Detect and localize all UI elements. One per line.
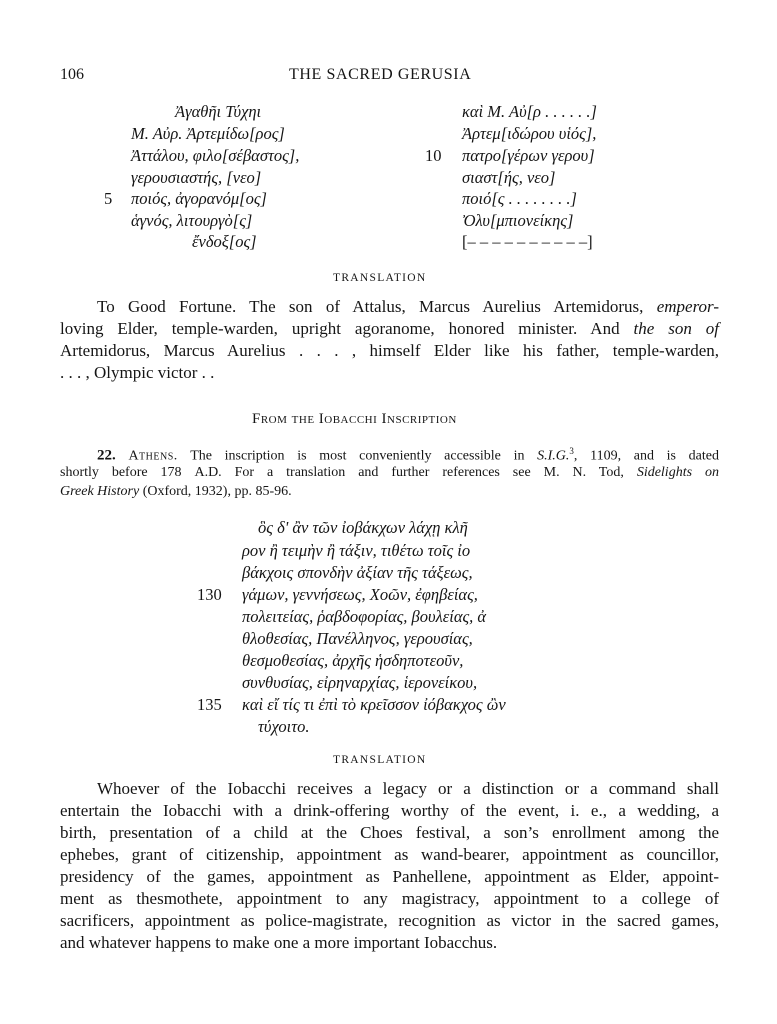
- translation-line: loving Elder, temple-warden, upright agoranome, honored minister. And the son of: [60, 319, 720, 338]
- translation-line: and whatever happens to make one a more important Iobacchus.: [60, 933, 498, 952]
- inscription-1-right-line: [– – – – – – – – – –]: [462, 232, 593, 251]
- inscription-1-right-line: πατρο[γέρων γερου]: [462, 146, 595, 165]
- entry-line: shortly before 178 A.D. For a translation and further references see M. N. Tod, Sidelights on: [60, 465, 719, 480]
- translation-heading: TRANSLATION: [333, 754, 427, 766]
- entry-place: Athens.: [128, 448, 178, 464]
- section-heading: From the Iobacchi Inscription: [252, 411, 457, 427]
- inscription-2-line: συνθυσίας, εἰρηναρχίας, ἱερονείκου,: [242, 673, 478, 692]
- inscription-1-left-line: Ἀττάλου, φιλο[σέβαστος],: [131, 146, 300, 165]
- translation-line: ment as thesmothete, appointment to any magistracy, appointment to a college of: [60, 889, 719, 908]
- entry-line: Greek History (Oxford, 1932), pp. 85-96.: [60, 484, 292, 499]
- inscription-1-left-line: ποιός, ἀγορανόμ[ος]: [131, 189, 267, 208]
- inscription-1-left-line: Ἀγαθῆι Τύχηι: [175, 102, 262, 121]
- translation-line: birth, presentation of a child at the Choes festival, a son’s enrollment among the: [60, 823, 719, 842]
- inscription-2-line: ὃς δ' ἂν τῶν ἰοβάκχων λάχῃ κλῆ: [258, 518, 468, 537]
- inscription-2-line: θλοθεσίας, Πανέλληνος, γερουσίας,: [242, 629, 473, 648]
- inscription-2-line: θεσμοθεσίας, ἀρχῆς ἡσδηποτεοῦν,: [242, 651, 464, 670]
- translation-line: Whoever of the Iobacchi receives a legacy or a distinction or a command shall: [97, 779, 719, 798]
- inscription-1-line-number: 5: [104, 189, 113, 208]
- inscription-2-line: βάκχοις σπονδὴν ἀξίαν τῆς τάξεως,: [242, 563, 473, 582]
- entry-line: 22. Athens. The inscription is most conveniently accessible in S.I.G.$^3$, 1109, and is dated: [97, 446, 719, 464]
- inscription-1-right-line: Ὀλυ[μπιονείκης]: [462, 211, 574, 230]
- inscription-1-left-line: ἔνδοξ[ος]: [192, 232, 257, 251]
- inscription-2-line-number: 130: [197, 585, 222, 604]
- translation-line: ephebes, grant of citizenship, appointment as wand-bearer, appointment as councillor,: [60, 845, 719, 864]
- inscription-1-left-line: ἁγνός, λιτουργὸ[ς]: [131, 211, 253, 230]
- inscription-1-left-line: Μ. Αὐρ. Ἀρτεμίδω[ρος]: [131, 124, 285, 143]
- entry-number: 22.: [97, 447, 116, 464]
- inscription-1-left-line: γερουσιαστής, [νεο]: [131, 168, 262, 187]
- inscription-2-line: γάμων, γεννήσεως, Χοῶν, ἐφηβείας,: [242, 585, 478, 604]
- translation-line: presidency of the games, appointment as Panhellene, appointment as Elder, appoint-: [60, 867, 719, 886]
- translation-line: Artemidorus, Marcus Aurelius . . . , himself Elder like his father, temple-warden,: [60, 341, 719, 360]
- translation-line: To Good Fortune. The son of Attalus, Marcus Aurelius Artemidorus, emperor-: [97, 297, 719, 316]
- translation-line: entertain the Iobacchi with a drink-offering worthy of the event, i. e., a wedding, a: [60, 801, 719, 820]
- inscription-2-line: ρον ἢ τειμὴν ἢ τάξιν, τιθέτω τοῖς ἰο: [242, 541, 471, 560]
- inscription-2-line: πολειτείας, ῥαβδοφορίας, βουλείας, ἀ: [242, 607, 487, 626]
- translation-line: sacrificers, appointment as police-magistrate, recognition as victor in the sacred games,: [60, 911, 719, 930]
- inscription-1-right-line: ποιό[ς . . . . . . . .]: [462, 189, 577, 208]
- translation-heading: TRANSLATION: [333, 272, 427, 284]
- inscription-1-right-line: Ἀρτεμ[ιδώρου υἱός],: [462, 124, 597, 143]
- translation-line: . . . , Olympic victor . .: [60, 363, 215, 382]
- inscription-1-line-number: 10: [425, 146, 442, 165]
- running-title: THE SACRED GERUSIA: [289, 66, 472, 83]
- inscription-2-line-number: 135: [197, 695, 222, 714]
- inscription-1-right-line: σιαστ[ής, νεο]: [462, 168, 556, 187]
- inscription-2-line: καὶ εἴ τίς τι ἐπὶ τὸ κρεῖσσον ἰόβακχος ὢν: [242, 695, 506, 714]
- page-number: 106: [60, 66, 84, 83]
- inscription-1-right-line: καὶ Μ. Αὐ[ρ . . . . . .]: [462, 102, 597, 121]
- inscription-2-line: τύχοιτο.: [258, 717, 310, 736]
